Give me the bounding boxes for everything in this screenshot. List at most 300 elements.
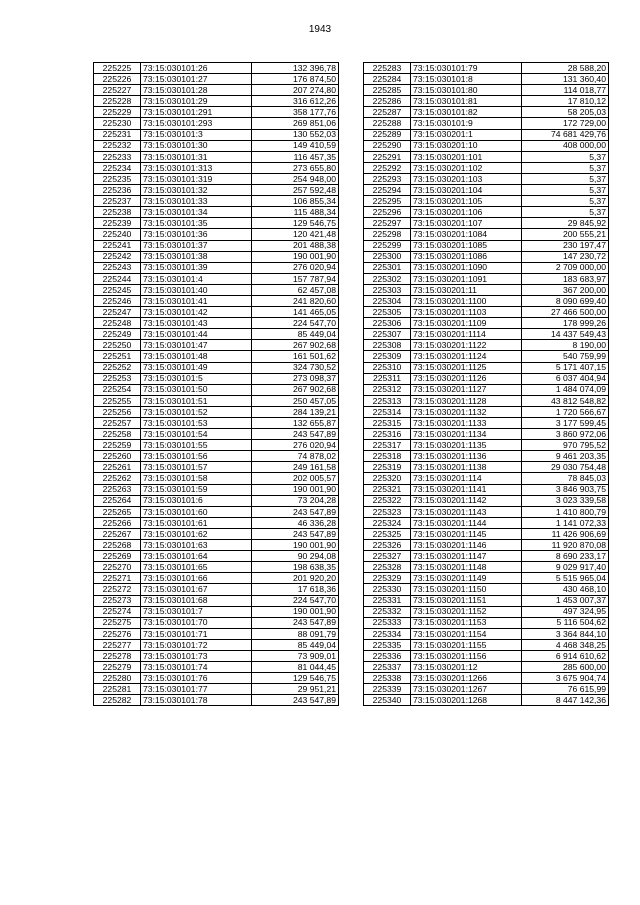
value-cell: 106 855,34 <box>252 196 339 207</box>
row-number-cell: 225235 <box>94 173 141 184</box>
table-row <box>364 107 609 118</box>
table-row <box>94 63 339 74</box>
row-number-cell: 225227 <box>94 85 141 96</box>
value-cell: 202 005,57 <box>252 473 339 484</box>
cadastral-number-cell: 73:15:030201:1146 <box>411 540 522 551</box>
row-number-cell: 225336 <box>364 650 411 661</box>
cadastral-number-cell: 73:15:030101:52 <box>141 406 252 417</box>
row-number-cell: 225253 <box>94 373 141 384</box>
cadastral-number-cell: 73:15:030101:47 <box>141 340 252 351</box>
table-row <box>94 684 339 695</box>
cadastral-number-cell: 73:15:030201:12 <box>411 662 522 673</box>
cadastral-number-cell: 73:15:030101:62 <box>141 528 252 539</box>
cadastral-number-cell: 73:15:030201:1138 <box>411 462 522 473</box>
value-cell: 161 501,62 <box>252 351 339 362</box>
row-number-cell: 225318 <box>364 451 411 462</box>
value-cell: 28 588,20 <box>522 63 609 74</box>
table-row <box>94 551 339 562</box>
table-row <box>364 506 609 517</box>
row-number-cell: 225288 <box>364 118 411 129</box>
row-number-cell: 225284 <box>364 74 411 85</box>
table-row <box>94 462 339 473</box>
table-row <box>364 251 609 262</box>
cadastral-number-cell: 73:15:030101:43 <box>141 318 252 329</box>
table-row <box>364 196 609 207</box>
cadastral-number-cell: 73:15:030201:114 <box>411 473 522 484</box>
cadastral-number-cell: 73:15:030101:58 <box>141 473 252 484</box>
cadastral-number-cell: 73:15:030101:63 <box>141 540 252 551</box>
cadastral-number-cell: 73:15:030101:57 <box>141 462 252 473</box>
cadastral-number-cell: 73:15:030101:32 <box>141 185 252 196</box>
table-row <box>364 484 609 495</box>
row-number-cell: 225249 <box>94 329 141 340</box>
row-number-cell: 225304 <box>364 295 411 306</box>
row-number-cell: 225292 <box>364 162 411 173</box>
cadastral-number-cell: 73:15:030101:56 <box>141 451 252 462</box>
cadastral-number-cell: 73:15:030101:59 <box>141 484 252 495</box>
table-row <box>364 595 609 606</box>
value-cell: 78 845,03 <box>522 473 609 484</box>
table-row <box>94 484 339 495</box>
table-row <box>364 351 609 362</box>
row-number-cell: 225310 <box>364 362 411 373</box>
value-cell: 285 600,00 <box>522 662 609 673</box>
value-cell: 1 484 074,09 <box>522 384 609 395</box>
row-number-cell: 225323 <box>364 506 411 517</box>
cadastral-number-cell: 73:15:030201:1122 <box>411 340 522 351</box>
value-cell: 284 139,21 <box>252 406 339 417</box>
value-cell: 17 810,12 <box>522 96 609 107</box>
cadastral-number-cell: 73:15:030101:31 <box>141 151 252 162</box>
cadastral-number-cell: 73:15:030201:102 <box>411 162 522 173</box>
value-cell: 11 920 870,08 <box>522 540 609 551</box>
table-row <box>94 262 339 273</box>
cadastral-number-cell: 73:15:030201:1125 <box>411 362 522 373</box>
table-row <box>94 196 339 207</box>
value-cell: 324 730,52 <box>252 362 339 373</box>
table-row <box>364 495 609 506</box>
row-number-cell: 225321 <box>364 484 411 495</box>
table-row <box>364 418 609 429</box>
value-cell: 316 612,26 <box>252 96 339 107</box>
row-number-cell: 225322 <box>364 495 411 506</box>
table-row <box>94 673 339 684</box>
table-row <box>94 173 339 184</box>
row-number-cell: 225286 <box>364 96 411 107</box>
row-number-cell: 225330 <box>364 584 411 595</box>
value-cell: 5,37 <box>522 185 609 196</box>
value-cell: 3 177 599,45 <box>522 418 609 429</box>
cadastral-number-cell: 73:15:030201:1132 <box>411 406 522 417</box>
table-row <box>94 639 339 650</box>
value-cell: 131 360,40 <box>522 74 609 85</box>
row-number-cell: 225262 <box>94 473 141 484</box>
value-cell: 6 037 404,94 <box>522 373 609 384</box>
row-number-cell: 225338 <box>364 673 411 684</box>
cadastral-number-cell: 73:15:030101:26 <box>141 63 252 74</box>
table-row <box>364 551 609 562</box>
table-row <box>364 207 609 218</box>
table-row <box>94 85 339 96</box>
value-cell: 85 449,04 <box>252 329 339 340</box>
table-row <box>94 451 339 462</box>
row-number-cell: 225308 <box>364 340 411 351</box>
cadastral-number-cell: 73:15:030101:38 <box>141 251 252 262</box>
row-number-cell: 225270 <box>94 562 141 573</box>
table-row <box>94 362 339 373</box>
value-cell: 5,37 <box>522 173 609 184</box>
cadastral-number-cell: 73:15:030101:40 <box>141 284 252 295</box>
value-cell: 9 029 917,40 <box>522 562 609 573</box>
value-cell: 132 396,78 <box>252 63 339 74</box>
cadastral-number-cell: 73:15:030201:1153 <box>411 617 522 628</box>
cadastral-number-cell: 73:15:030201:1152 <box>411 606 522 617</box>
row-number-cell: 225302 <box>364 273 411 284</box>
cadastral-number-cell: 73:15:030201:105 <box>411 196 522 207</box>
row-number-cell: 225277 <box>94 639 141 650</box>
cadastral-number-cell: 73:15:030101:79 <box>411 63 522 74</box>
cadastral-number-cell: 73:15:030101:319 <box>141 173 252 184</box>
cadastral-number-cell: 73:15:030101:82 <box>411 107 522 118</box>
table-row <box>364 140 609 151</box>
cadastral-number-cell: 73:15:030201:1136 <box>411 451 522 462</box>
row-number-cell: 225294 <box>364 185 411 196</box>
value-cell: 130 552,03 <box>252 129 339 140</box>
row-number-cell: 225306 <box>364 318 411 329</box>
value-cell: 176 874,50 <box>252 74 339 85</box>
value-cell: 276 020,94 <box>252 262 339 273</box>
value-cell: 147 230,72 <box>522 251 609 262</box>
table-row <box>94 307 339 318</box>
table-row <box>94 329 339 340</box>
cadastral-number-cell: 73:15:030201:101 <box>411 151 522 162</box>
cadastral-number-cell: 73:15:030201:1147 <box>411 551 522 562</box>
row-number-cell: 225264 <box>94 495 141 506</box>
row-number-cell: 225337 <box>364 662 411 673</box>
table-row <box>94 429 339 440</box>
value-cell: 62 457,08 <box>252 284 339 295</box>
cadastral-number-cell: 73:15:030101:81 <box>411 96 522 107</box>
table-row <box>364 562 609 573</box>
value-cell: 207 274,80 <box>252 85 339 96</box>
value-cell: 114 018,77 <box>522 85 609 96</box>
cadastral-number-cell: 73:15:030101:8 <box>411 74 522 85</box>
row-number-cell: 225231 <box>94 129 141 140</box>
row-number-cell: 225248 <box>94 318 141 329</box>
table-row <box>94 373 339 384</box>
row-number-cell: 225301 <box>364 262 411 273</box>
table-row <box>364 451 609 462</box>
table-row <box>364 295 609 306</box>
row-number-cell: 225293 <box>364 173 411 184</box>
cadastral-number-cell: 73:15:030101:27 <box>141 74 252 85</box>
value-cell: 1 410 800,79 <box>522 506 609 517</box>
cadastral-number-cell: 73:15:030101:64 <box>141 551 252 562</box>
row-number-cell: 225332 <box>364 606 411 617</box>
row-number-cell: 225305 <box>364 307 411 318</box>
row-number-cell: 225232 <box>94 140 141 151</box>
value-cell: 267 902,68 <box>252 384 339 395</box>
table-row <box>364 517 609 528</box>
value-cell: 149 410,59 <box>252 140 339 151</box>
value-cell: 17 618,36 <box>252 584 339 595</box>
cadastral-number-cell: 73:15:030101:293 <box>141 118 252 129</box>
cadastral-number-cell: 73:15:030201:1114 <box>411 329 522 340</box>
cadastral-number-cell: 73:15:030101:51 <box>141 395 252 406</box>
cadastral-number-cell: 73:15:030201:103 <box>411 173 522 184</box>
row-number-cell: 225275 <box>94 617 141 628</box>
value-cell: 190 001,90 <box>252 540 339 551</box>
table-row <box>364 440 609 451</box>
value-cell: 1 141 072,33 <box>522 517 609 528</box>
table-row <box>94 129 339 140</box>
table-row <box>94 595 339 606</box>
value-cell: 172 729,00 <box>522 118 609 129</box>
cadastral-number-cell: 73:15:030201:1144 <box>411 517 522 528</box>
table-row <box>364 362 609 373</box>
row-number-cell: 225268 <box>94 540 141 551</box>
row-number-cell: 225246 <box>94 295 141 306</box>
table-row <box>364 373 609 384</box>
cadastral-number-cell: 73:15:030201:1091 <box>411 273 522 284</box>
table-row <box>94 473 339 484</box>
table-row <box>94 96 339 107</box>
table-row <box>364 173 609 184</box>
cadastral-number-cell: 73:15:030201:1155 <box>411 639 522 650</box>
row-number-cell: 225252 <box>94 362 141 373</box>
table-row <box>94 74 339 85</box>
value-cell: 5 116 504,62 <box>522 617 609 628</box>
row-number-cell: 225339 <box>364 684 411 695</box>
table-row <box>364 162 609 173</box>
value-cell: 267 902,68 <box>252 340 339 351</box>
table-row <box>364 662 609 673</box>
row-number-cell: 225238 <box>94 207 141 218</box>
row-number-cell: 225230 <box>94 118 141 129</box>
value-cell: 243 547,89 <box>252 695 339 706</box>
value-cell: 243 547,89 <box>252 528 339 539</box>
value-cell: 276 020,94 <box>252 440 339 451</box>
row-number-cell: 225291 <box>364 151 411 162</box>
cadastral-number-cell: 73:15:030101:4 <box>141 273 252 284</box>
table-row <box>94 140 339 151</box>
cadastral-number-cell: 73:15:030101:77 <box>141 684 252 695</box>
row-number-cell: 225307 <box>364 329 411 340</box>
row-number-cell: 225334 <box>364 628 411 639</box>
table-row <box>94 151 339 162</box>
row-number-cell: 225259 <box>94 440 141 451</box>
row-number-cell: 225295 <box>364 196 411 207</box>
row-number-cell: 225316 <box>364 429 411 440</box>
value-cell: 14 437 549,43 <box>522 329 609 340</box>
table-row <box>364 462 609 473</box>
table-row <box>364 118 609 129</box>
row-number-cell: 225237 <box>94 196 141 207</box>
value-cell: 116 457,35 <box>252 151 339 162</box>
table-row <box>94 284 339 295</box>
table-row <box>94 351 339 362</box>
table-row <box>94 617 339 628</box>
value-cell: 3 364 844,10 <box>522 628 609 639</box>
cadastral-number-cell: 73:15:030101:73 <box>141 650 252 661</box>
table-row <box>364 695 609 706</box>
cadastral-number-cell: 73:15:030101:53 <box>141 418 252 429</box>
cadastral-number-cell: 73:15:030101:3 <box>141 129 252 140</box>
cadastral-number-cell: 73:15:030101:72 <box>141 639 252 650</box>
row-number-cell: 225236 <box>94 185 141 196</box>
value-cell: 254 948,00 <box>252 173 339 184</box>
table-row <box>364 85 609 96</box>
value-cell: 73 909,01 <box>252 650 339 661</box>
value-cell: 5,37 <box>522 151 609 162</box>
table-row <box>364 307 609 318</box>
row-number-cell: 225315 <box>364 418 411 429</box>
cadastral-number-cell: 73:15:030201:1085 <box>411 240 522 251</box>
cadastral-number-cell: 73:15:030101:30 <box>141 140 252 151</box>
value-cell: 157 787,94 <box>252 273 339 284</box>
table-row <box>364 429 609 440</box>
row-number-cell: 225327 <box>364 551 411 562</box>
cadastral-number-cell: 73:15:030201:1128 <box>411 395 522 406</box>
row-number-cell: 225228 <box>94 96 141 107</box>
table-row <box>364 606 609 617</box>
cadastral-number-cell: 73:15:030201:106 <box>411 207 522 218</box>
cadastral-number-cell: 73:15:030101:29 <box>141 96 252 107</box>
table-row <box>94 540 339 551</box>
row-number-cell: 225299 <box>364 240 411 251</box>
row-number-cell: 225243 <box>94 262 141 273</box>
row-number-cell: 225289 <box>364 129 411 140</box>
row-number-cell: 225245 <box>94 284 141 295</box>
table-row <box>94 107 339 118</box>
value-cell: 190 001,90 <box>252 484 339 495</box>
table-row <box>364 540 609 551</box>
cadastral-number-cell: 73:15:030101:33 <box>141 196 252 207</box>
table-row <box>364 573 609 584</box>
left-table <box>93 62 339 706</box>
cadastral-number-cell: 73:15:030201:1126 <box>411 373 522 384</box>
value-cell: 273 655,80 <box>252 162 339 173</box>
cadastral-number-cell: 73:15:030101:39 <box>141 262 252 273</box>
table-row <box>364 673 609 684</box>
cadastral-number-cell: 73:15:030101:50 <box>141 384 252 395</box>
table-row <box>364 473 609 484</box>
value-cell: 129 546,75 <box>252 218 339 229</box>
row-number-cell: 225331 <box>364 595 411 606</box>
row-number-cell: 225281 <box>94 684 141 695</box>
cadastral-number-cell: 73:15:030101:35 <box>141 218 252 229</box>
value-cell: 76 615,99 <box>522 684 609 695</box>
value-cell: 243 547,89 <box>252 429 339 440</box>
row-number-cell: 225247 <box>94 307 141 318</box>
value-cell: 4 468 348,25 <box>522 639 609 650</box>
table-row <box>364 284 609 295</box>
value-cell: 73 204,28 <box>252 495 339 506</box>
value-cell: 3 860 972,06 <box>522 429 609 440</box>
row-number-cell: 225242 <box>94 251 141 262</box>
cadastral-number-cell: 73:15:030201:1148 <box>411 562 522 573</box>
table-row <box>364 628 609 639</box>
value-cell: 230 197,47 <box>522 240 609 251</box>
row-number-cell: 225319 <box>364 462 411 473</box>
table-row <box>364 617 609 628</box>
cadastral-number-cell: 73:15:030201:1134 <box>411 429 522 440</box>
row-number-cell: 225314 <box>364 406 411 417</box>
cadastral-number-cell: 73:15:030201:1266 <box>411 673 522 684</box>
value-cell: 5,37 <box>522 162 609 173</box>
row-number-cell: 225261 <box>94 462 141 473</box>
row-number-cell: 225311 <box>364 373 411 384</box>
value-cell: 540 759,99 <box>522 351 609 362</box>
value-cell: 88 091,79 <box>252 628 339 639</box>
value-cell: 120 421,48 <box>252 229 339 240</box>
cadastral-number-cell: 73:15:030201:107 <box>411 218 522 229</box>
row-number-cell: 225274 <box>94 606 141 617</box>
row-number-cell: 225296 <box>364 207 411 218</box>
value-cell: 5,37 <box>522 207 609 218</box>
cadastral-number-cell: 73:15:030201:1127 <box>411 384 522 395</box>
cadastral-number-cell: 73:15:030101:55 <box>141 440 252 451</box>
cadastral-number-cell: 73:15:030201:1142 <box>411 495 522 506</box>
row-number-cell: 225260 <box>94 451 141 462</box>
table-row <box>94 218 339 229</box>
value-cell: 200 555,21 <box>522 229 609 240</box>
row-number-cell: 225241 <box>94 240 141 251</box>
cadastral-number-cell: 73:15:030101:80 <box>411 85 522 96</box>
table-row <box>94 650 339 661</box>
value-cell: 250 457,05 <box>252 395 339 406</box>
page-number: 1943 <box>308 24 332 35</box>
value-cell: 358 177,76 <box>252 107 339 118</box>
row-number-cell: 225324 <box>364 517 411 528</box>
value-cell: 8 447 142,36 <box>522 695 609 706</box>
value-cell: 132 655,87 <box>252 418 339 429</box>
cadastral-number-cell: 73:15:030101:28 <box>141 85 252 96</box>
row-number-cell: 225251 <box>94 351 141 362</box>
table-row <box>94 562 339 573</box>
table-row <box>94 318 339 329</box>
row-number-cell: 225257 <box>94 418 141 429</box>
value-cell: 74 878,02 <box>252 451 339 462</box>
cadastral-number-cell: 73:15:030101:65 <box>141 562 252 573</box>
value-cell: 190 001,90 <box>252 251 339 262</box>
row-number-cell: 225285 <box>364 85 411 96</box>
value-cell: 970 795,52 <box>522 440 609 451</box>
table-row <box>94 628 339 639</box>
value-cell: 178 999,26 <box>522 318 609 329</box>
cadastral-number-cell: 73:15:030101:44 <box>141 329 252 340</box>
value-cell: 8 190,00 <box>522 340 609 351</box>
table-row <box>94 251 339 262</box>
value-cell: 29 951,21 <box>252 684 339 695</box>
row-number-cell: 225258 <box>94 429 141 440</box>
value-cell: 430 468,10 <box>522 584 609 595</box>
cadastral-number-cell: 73:15:030201:1156 <box>411 650 522 661</box>
value-cell: 367 200,00 <box>522 284 609 295</box>
table-row <box>364 218 609 229</box>
value-cell: 3 675 904,74 <box>522 673 609 684</box>
value-cell: 29 845,92 <box>522 218 609 229</box>
value-cell: 6 914 610,62 <box>522 650 609 661</box>
row-number-cell: 225265 <box>94 506 141 517</box>
row-number-cell: 225340 <box>364 695 411 706</box>
row-number-cell: 225287 <box>364 107 411 118</box>
row-number-cell: 225300 <box>364 251 411 262</box>
value-cell: 2 709 000,00 <box>522 262 609 273</box>
table-row <box>94 185 339 196</box>
cadastral-number-cell: 73:15:030201:1109 <box>411 318 522 329</box>
value-cell: 129 546,75 <box>252 673 339 684</box>
